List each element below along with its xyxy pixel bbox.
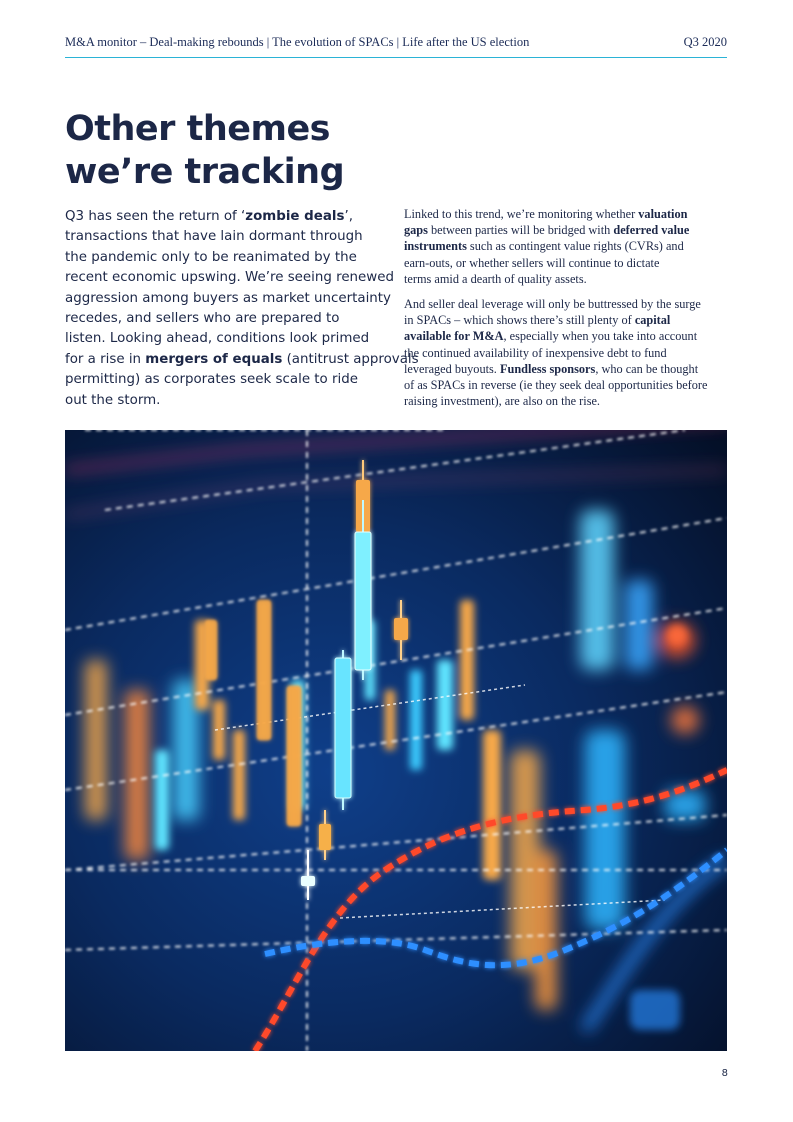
header-breadcrumb: M&A monitor – Deal-making rebounds | The evolution of SPACs | Life after the US election [65,35,530,49]
text-line: listen. Looking ahead, conditions look primed [65,331,370,347]
page-title-line: we’re tracking [65,152,345,192]
text-line: recent economic upswing. We’re seeing renewed [65,270,394,286]
text-line: aggression among buyers as market uncertainty [65,290,391,306]
text-line: for a rise in mergers of equals (antitrust approvals [65,351,419,367]
text-line: gaps between parties will be bridged with deferred value [404,223,690,238]
text-line: And seller deal leverage will only be buttressed by the surge [404,297,701,312]
text-line: leveraged buyouts. Fundless sponsors, who can be thought [404,361,699,376]
header-quarter: Q3 2020 [683,35,727,49]
page-title-line: Other themes [65,109,331,149]
text-line: transactions that have lain dormant through [65,229,363,245]
text-line: earn-outs, or whether sellers will continue to dictate [404,255,660,270]
text-line: recedes, and sellers who are prepared to [65,311,340,327]
text-line: Q3 has seen the return of ‘zombie deals’, [65,209,353,224]
highlight-mergers-of-equals: mergers of equals [145,351,283,367]
text-line: terms amid a dearth of quality assets. [404,271,587,286]
text-line: instruments such as contingent value rights (CVRs) and [404,239,684,254]
text-line: available for M&A, especially when you take into account [404,329,698,344]
text-line: out the storm. [65,392,161,408]
stock-candlestick-illustration [65,430,727,1051]
text-line: of as SPACs in reverse (ie they seek deal opportunities before [404,378,708,393]
paragraph-seller-leverage [404,296,730,409]
running-header [65,35,727,57]
text-line: the continued availability of inexpensive debt to fund [404,345,667,360]
text-line: Linked to this trend, we’re monitoring whether valuation [404,207,688,221]
text-line: raising investment), are also on the rise. [404,394,601,409]
page-number: 8 [721,1068,728,1079]
text-line: the pandemic only to be reanimated by the [65,249,357,265]
page-title [65,108,425,194]
intro-paragraph [65,207,419,411]
header-divider [65,57,727,58]
text-line: in SPACs – which shows there’s still plenty of capital [404,313,671,328]
financial-chart-photo [65,430,727,1051]
highlight-zombie-deals: zombie deals [245,209,345,224]
right-column [404,206,730,409]
text-line: permitting) as corporates seek scale to ride [65,372,358,388]
paragraph-valuation-gaps [404,206,730,287]
